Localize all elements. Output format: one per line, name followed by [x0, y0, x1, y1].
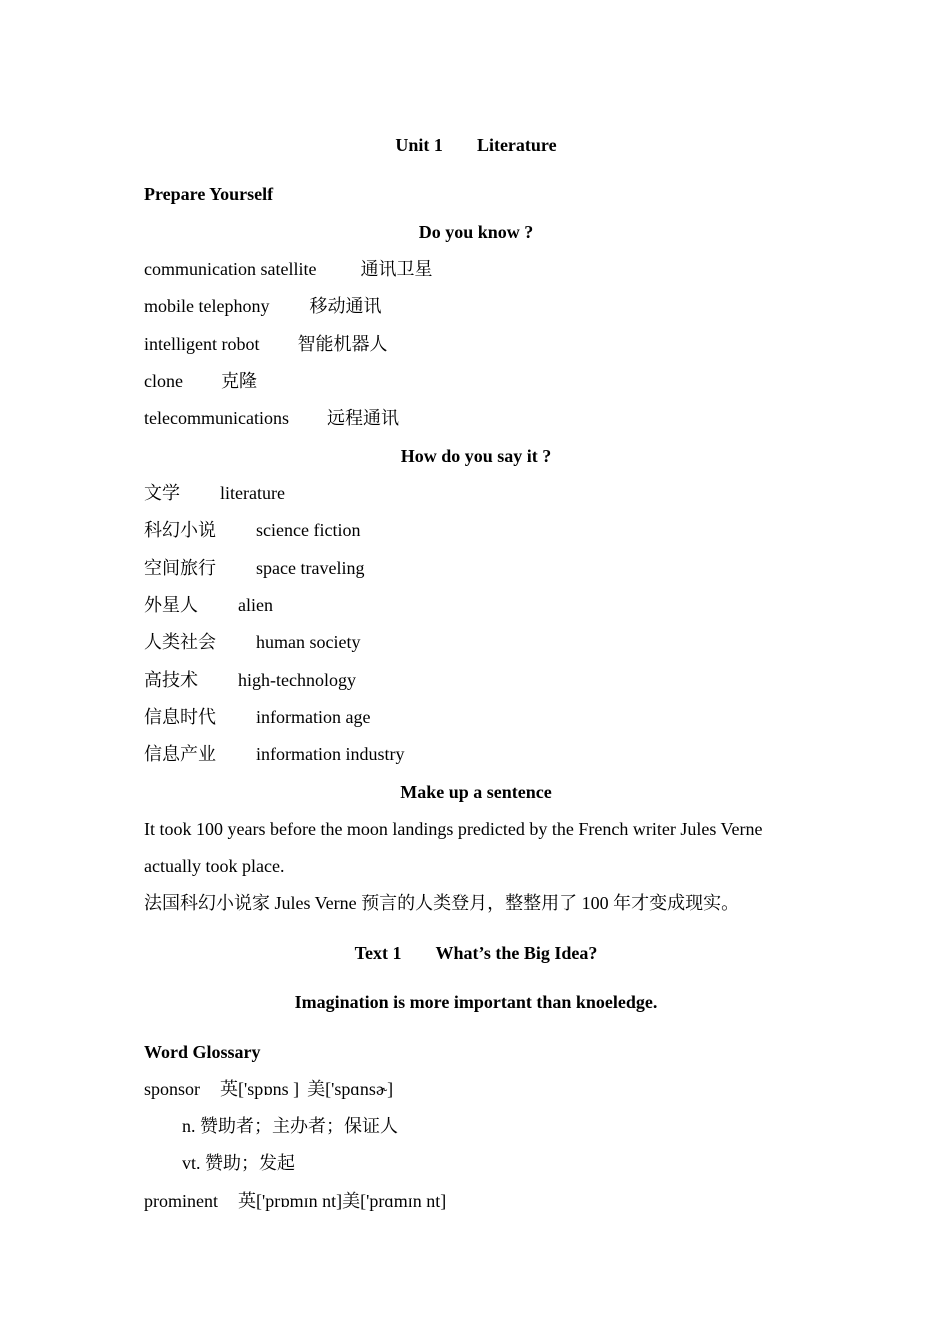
vocab-en: telecommunications — [144, 408, 289, 428]
phrase-row — [144, 594, 273, 616]
vocab-zh: 远程通讯 — [326, 408, 399, 428]
phrase-en: high-technology — [238, 670, 356, 690]
phrase-zh: 信息时代 — [144, 707, 216, 727]
phrase-row — [144, 706, 370, 728]
vocab-zh: 移动通讯 — [309, 296, 382, 316]
unit-topic: Literature — [476, 135, 557, 155]
phrase-zh: 科幻小说 — [144, 520, 216, 540]
phrase-zh: 人类社会 — [144, 632, 216, 652]
text1-heading: What’s the Big Idea? — [435, 943, 598, 963]
phrase-zh: 空间旅行 — [144, 558, 216, 578]
phrase-row — [144, 557, 364, 579]
phrase-zh: 文学 — [144, 483, 180, 503]
vocab-zh: 通讯卫星 — [360, 259, 433, 279]
phrase-en: information age — [256, 707, 371, 727]
sentence-en-line1: It took 100 years before the moon landings predicted by the French writer Jules Verne — [144, 819, 763, 839]
vocab-en: intelligent robot — [144, 334, 260, 354]
glossary-entry-sponsor — [144, 1078, 393, 1100]
vocab-zh: 克隆 — [220, 371, 257, 391]
unit-title — [144, 134, 808, 156]
glossary-word: prominent — [144, 1191, 218, 1211]
phrase-en: human society — [256, 632, 361, 652]
glossary-entry-prominent — [144, 1190, 446, 1212]
vocab-en: clone — [144, 371, 183, 391]
glossary-uk-pron: 英['prɒmɪn nt] — [238, 1191, 343, 1211]
text1-title — [144, 942, 808, 964]
glossary-us-pron: 美['spɑnsɚ] — [307, 1079, 394, 1099]
glossary-uk-pron: 英['spɒns ] — [220, 1079, 300, 1099]
vocab-row — [144, 295, 381, 317]
glossary-heading: Word Glossary — [144, 1042, 261, 1062]
vocab-row — [144, 333, 387, 355]
vocab-row — [144, 407, 399, 429]
phrase-en: science fiction — [256, 520, 361, 540]
phrase-zh: 高技术 — [144, 670, 198, 690]
document-page — [144, 0, 808, 1344]
glossary-def-verb: vt. 赞助；发起 — [182, 1153, 296, 1173]
text1-subtitle: Imagination is more important than knoeledge. — [294, 992, 658, 1012]
sentence-en-line2: actually took place. — [144, 856, 285, 876]
phrase-en: information industry — [256, 744, 405, 764]
do-you-know-heading: Do you know ? — [418, 222, 534, 242]
phrase-en: alien — [238, 595, 273, 615]
vocab-row — [144, 370, 257, 392]
phrase-en: literature — [220, 483, 285, 503]
glossary-us-pron: 美['prɑmɪn nt] — [342, 1191, 447, 1211]
glossary-def-noun: n. 赞助者；主办者；保证人 — [182, 1116, 398, 1136]
prepare-heading: Prepare Yourself — [144, 184, 274, 204]
make-sentence-heading: Make up a sentence — [400, 782, 552, 802]
text1-label: Text 1 — [354, 943, 402, 963]
phrase-row — [144, 743, 404, 765]
vocab-row — [144, 258, 432, 280]
phrase-en: space traveling — [256, 558, 365, 578]
glossary-word: sponsor — [144, 1079, 201, 1099]
vocab-en: mobile telephony — [144, 296, 270, 316]
phrase-zh: 外星人 — [144, 595, 198, 615]
unit-number: Unit 1 — [395, 135, 443, 155]
how-do-you-say-heading: How do you say it ? — [400, 446, 552, 466]
vocab-zh: 智能机器人 — [297, 334, 388, 354]
vocab-en: communication satellite — [144, 259, 317, 279]
phrase-row — [144, 482, 285, 504]
phrase-zh: 信息产业 — [144, 744, 216, 764]
phrase-row — [144, 519, 360, 541]
phrase-row — [144, 631, 360, 653]
sentence-zh: 法国科幻小说家 Jules Verne 预言的人类登月，整整用了 100 年才变成现实。 — [144, 893, 740, 913]
phrase-row — [144, 669, 356, 691]
